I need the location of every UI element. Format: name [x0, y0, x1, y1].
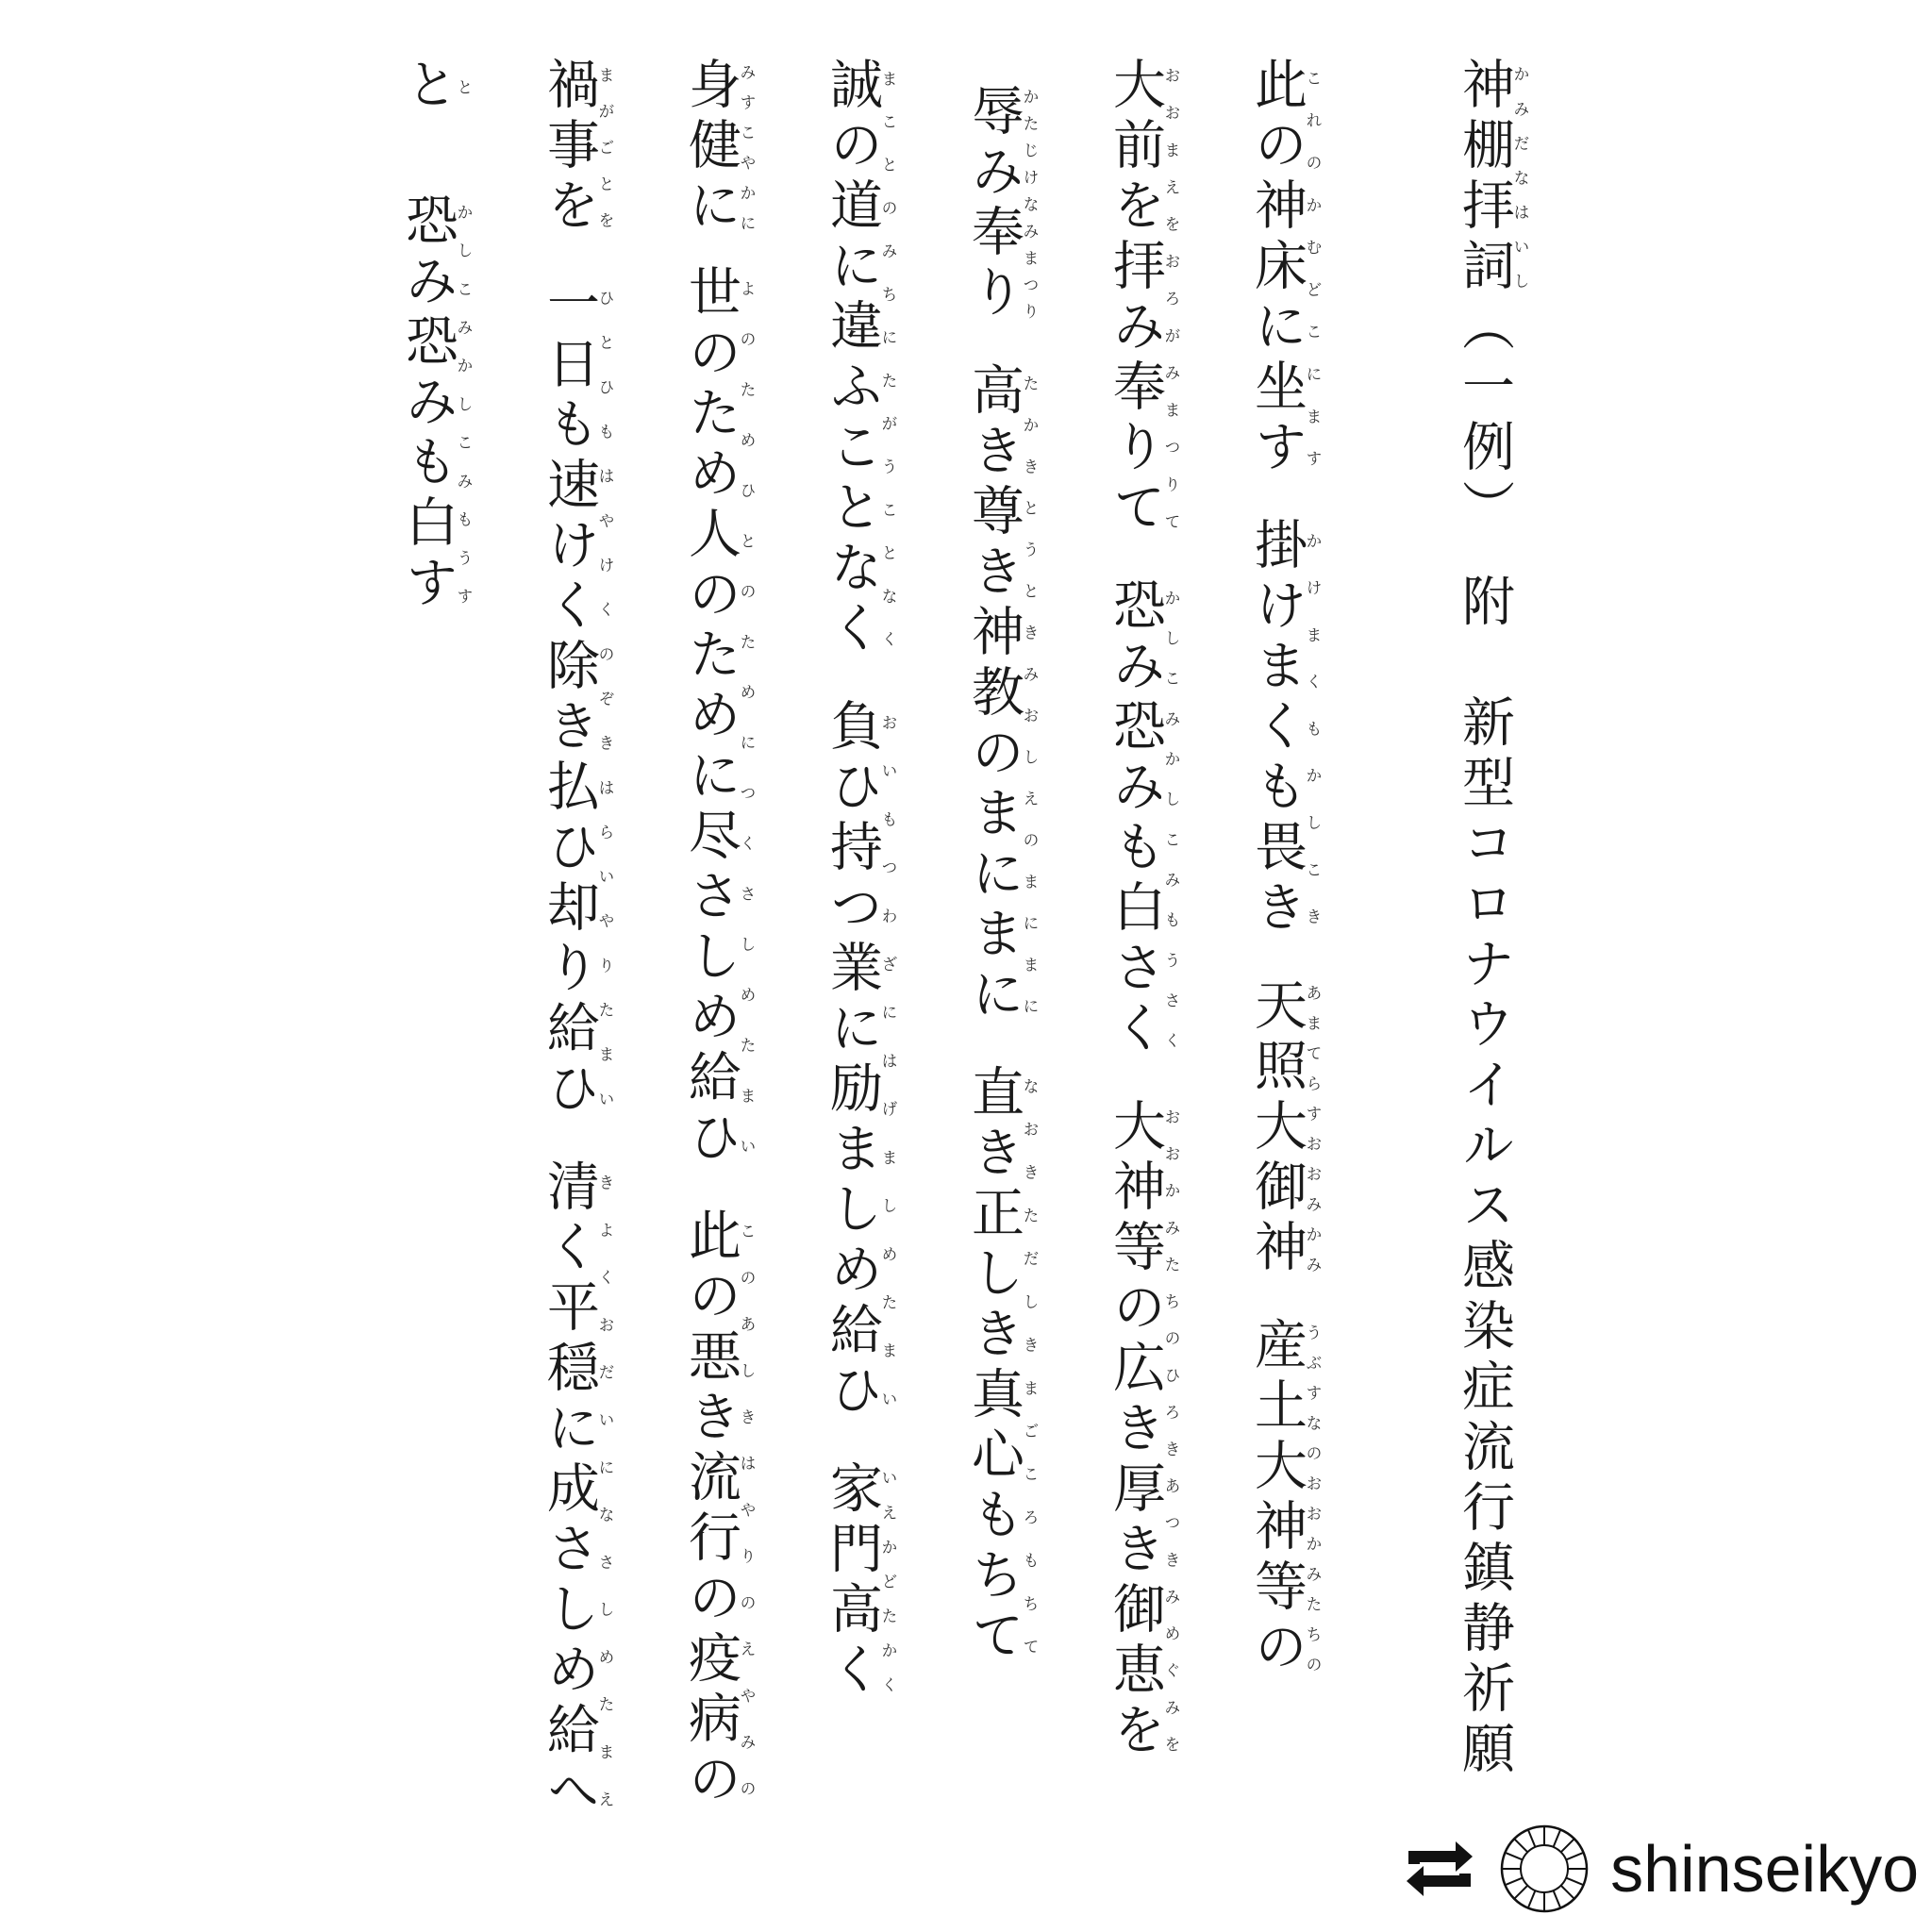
prayer-line-3 [923, 57, 1064, 1849]
prayer-word: 一日も速けく除き払ひ却り給ひ [539, 275, 600, 1121]
prayer-text [357, 57, 1555, 1849]
title-subtitle: （一例） 附 新型コロナウイルス感染症流行鎮静祈願 [1454, 298, 1515, 1781]
prayer-word: 大前を拝み奉りて [1105, 57, 1166, 540]
prayer-ruby: これのかむどこにます [1302, 57, 1322, 479]
prayer-ruby: かしこみかしこみもうす [453, 192, 473, 615]
prayer-ruby: おいもつわざにはげましめたまい [877, 698, 897, 1423]
prayer-ruby: おおかみたちのひろきあつきみめぐみを [1160, 1098, 1180, 1762]
prayer-line-1 [1206, 57, 1347, 1849]
account-handle: shinseikyo [1610, 1832, 1919, 1906]
prayer-word: 恐み恐みも白さく [1105, 577, 1166, 1060]
prayer-ruby: かたじけなみまつり [1019, 83, 1039, 325]
prayer-word: 此の神床に坐す [1246, 57, 1307, 479]
prayer-word: 恐み恐みも白す [397, 192, 458, 615]
prayer-word: 世のため人のために尽さしめ給ひ [680, 264, 741, 1170]
prayer-ruby: このあしきはやりのえやみの [736, 1208, 756, 1811]
prayer-ruby: と [453, 57, 473, 117]
prayer-word: 直き正しき真心もちて [963, 1064, 1024, 1668]
prayer-ruby: うぶすなのおおかみたちの [1302, 1317, 1322, 1679]
prayer-word: 大神等の広き厚き御恵を [1105, 1098, 1166, 1762]
prayer-word: 清く平穏に成さしめ給へ [539, 1158, 600, 1823]
prayer-word: 家門高く [822, 1460, 883, 1702]
prayer-word: 此の悪き流行の疫病の [680, 1208, 741, 1811]
prayer-word: 禍事を [539, 57, 600, 238]
prayer-word: 身健に [680, 57, 741, 238]
prayer-ruby: あまてらすおおみかみ [1302, 977, 1322, 1279]
prayer-word: 辱み奉り [963, 83, 1024, 325]
prayer-ruby: みすこやかに [736, 57, 756, 238]
prayer-word: 誠の道に違ふことなく [822, 57, 883, 660]
title-ruby: かみだなはいし [1509, 57, 1529, 298]
prayer-line-2 [1064, 57, 1206, 1849]
prayer-ruby: かしこみかしこみもうさく [1160, 577, 1180, 1060]
prayer-ruby: いえかどたかく [877, 1460, 897, 1702]
prayer-ruby: まことのみちにたがうことなく [877, 57, 897, 660]
prayer-ruby: なおきただしきまごころもちて [1019, 1064, 1039, 1668]
prayer-ruby: きよくおだいになさしめたまえ [594, 1158, 614, 1823]
prayer-word: 負ひ持つ業に励ましめ給ひ [822, 698, 883, 1423]
prayer-ruby: かけまくもかしこき [1302, 517, 1322, 940]
prayer-line-7 [357, 57, 498, 1849]
repost-watermark [1401, 1826, 1919, 1911]
prayer-title [1413, 57, 1555, 1849]
prayer-word: 産土大神等の [1246, 1317, 1307, 1679]
title-word: 神棚拝詞 [1454, 57, 1515, 298]
shinseikyo-seal-icon [1499, 1824, 1590, 1914]
prayer-line-6 [498, 57, 640, 1849]
prayer-word: 高き尊き神教のまにまに [963, 362, 1024, 1026]
prayer-word: 掛けまくも畏き [1246, 517, 1307, 940]
title-main [1454, 57, 1529, 298]
prayer-word: と [397, 57, 458, 117]
prayer-ruby: おおまえをおろがみまつりて [1160, 57, 1180, 540]
repost-icon [1401, 1836, 1478, 1902]
prayer-word: 天照大御神 [1246, 977, 1307, 1279]
prayer-line-5 [640, 57, 781, 1849]
prayer-ruby: たかきとうときみおしえのまにまに [1019, 362, 1039, 1026]
prayer-line-4 [781, 57, 923, 1849]
prayer-ruby: よのためひとのためにつくさしめたまい [736, 264, 756, 1170]
prayer-ruby: ひとひもはやけくのぞきはらいやりたまい [594, 275, 614, 1121]
prayer-ruby: まがごとを [594, 57, 614, 238]
